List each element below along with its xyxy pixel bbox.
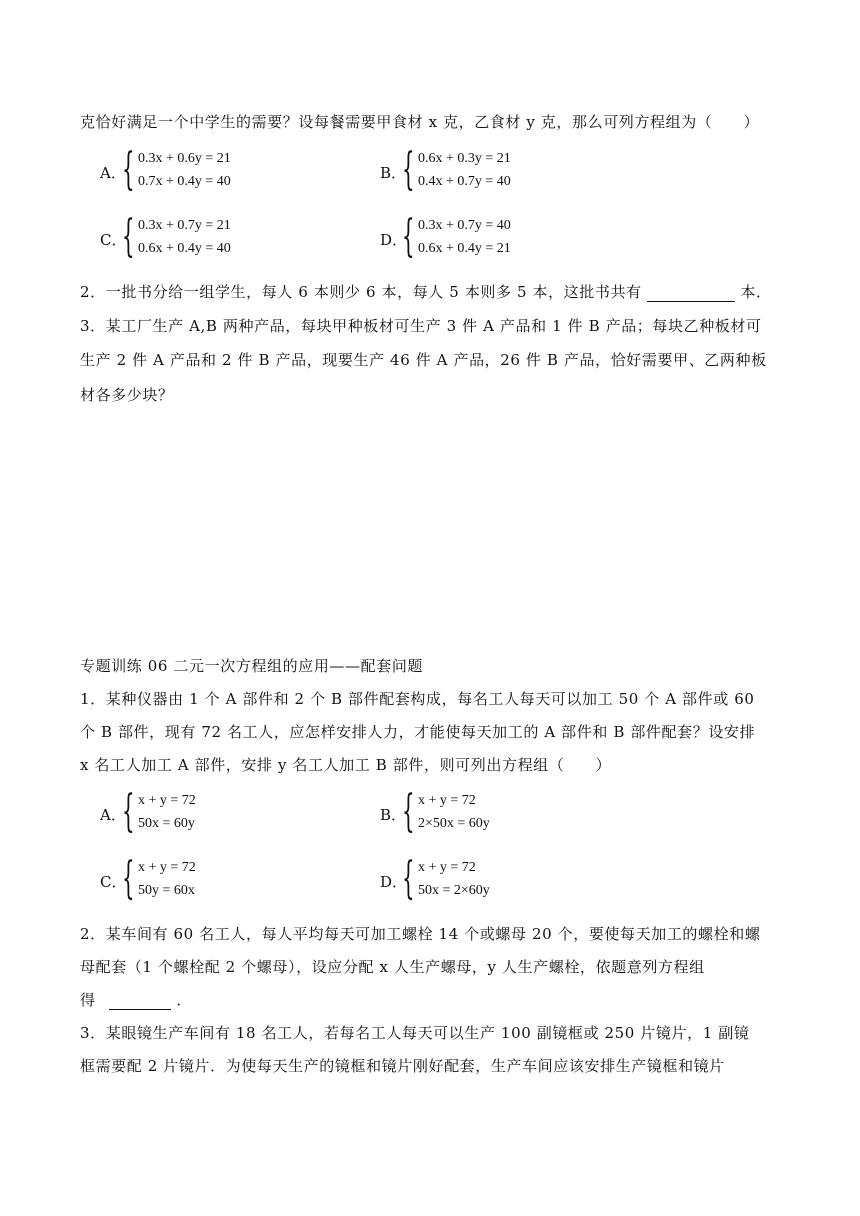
option-b [380, 786, 640, 840]
equation-1: x + y = 72 [138, 793, 196, 808]
brace-symbol: { [402, 144, 415, 195]
option-b [380, 144, 640, 198]
brace-symbol: { [122, 211, 135, 262]
question-2 [80, 281, 772, 302]
equation-2: 50y = 60x [138, 883, 195, 898]
equation-2: 0.6x + 0.4y = 40 [138, 241, 231, 256]
section-title: 专题训练 06 二元一次方程组的应用——配套问题 [80, 657, 424, 675]
s2-line-1: 2．某车间有 60 名工人，每人平均每天可加工螺栓 14 个或螺母 20 个，要使每天加工的螺栓和螺 [80, 925, 761, 943]
equation-1: x + y = 72 [418, 860, 476, 875]
s2-line-3-text: 得 [80, 991, 96, 1009]
brace-symbol: { [122, 144, 135, 195]
option-label: A． [100, 164, 126, 182]
option-a [100, 144, 360, 198]
brace-symbol: { [402, 786, 415, 837]
s3-line-1: 3．某眼镜生产车间有 18 名工人，若每名工人每天可以生产 100 副镜框或 250 片镜片，1 副镜 [80, 1024, 750, 1042]
brace-symbol: { [122, 853, 135, 904]
option-label: D． [380, 231, 408, 249]
equation-1: 0.3x + 0.6y = 21 [138, 151, 231, 166]
question-3-line-1: 3．某工厂生产 A,B 两种产品，每块甲种板材可生产 3 件 A 产品和 1 件 B 产品；每块乙种板材可 [80, 317, 762, 335]
question-3-line-2: 生产 2 件 A 产品和 2 件 B 产品，现要生产 46 件 A 产品，26 件 B 产品，恰好需要甲、乙两种板 [80, 351, 767, 369]
option-label: D． [380, 873, 408, 891]
option-label: B． [380, 164, 407, 182]
equation-1: x + y = 72 [138, 860, 196, 875]
equation-2: 0.7x + 0.4y = 40 [138, 174, 231, 189]
answer-blank[interactable] [647, 283, 735, 302]
question-intro: 克恰好满足一个中学生的需要？设每餐需要甲食材 x 克，乙食材 y 克，那么可列方程组为（ ） [80, 113, 760, 131]
option-c [100, 211, 360, 265]
equation-1: 0.6x + 0.3y = 21 [418, 151, 511, 166]
question-2-unit: 本． [740, 283, 772, 301]
option-c [100, 853, 360, 907]
brace-symbol: { [122, 786, 135, 837]
s1-line-3: x 名工人加工 A 部件，安排 y 名工人加工 B 部件，则可列出方程组（ ） [80, 756, 612, 774]
option-label: C． [100, 873, 127, 891]
brace-symbol: { [402, 211, 415, 262]
question-3-line-3: 材各多少块？ [80, 386, 174, 404]
s2-line-3 [80, 989, 192, 1010]
answer-blank[interactable] [109, 991, 171, 1010]
equation-1: x + y = 72 [418, 793, 476, 808]
option-label: C． [100, 231, 127, 249]
equation-1: 0.3x + 0.7y = 21 [138, 218, 231, 233]
s2-line-3-end: ． [176, 991, 192, 1009]
equation-2: 50x = 2×60y [418, 883, 490, 898]
equation-2: 0.4x + 0.7y = 40 [418, 174, 511, 189]
s3-line-2: 框需要配 2 片镜片．为使每天生产的镜框和镜片刚好配套，生产车间应该安排生产镜框和镜片 [80, 1057, 725, 1075]
s1-line-2: 个 B 部件，现有 72 名工人，应怎样安排人力，才能使每天加工的 A 部件和 B 部件配套？设安排 [80, 723, 756, 741]
s1-line-1: 1．某种仪器由 1 个 A 部件和 2 个 B 部件配套构成，每名工人每天可以加工 50 个 A 部件或 60 [80, 690, 755, 708]
brace-symbol: { [402, 853, 415, 904]
equation-2: 2×50x = 60y [418, 816, 490, 831]
equation-2: 50x = 60y [138, 816, 195, 831]
option-a [100, 786, 360, 840]
equation-1: 0.3x + 0.7y = 40 [418, 218, 511, 233]
option-d [380, 211, 640, 265]
option-d [380, 853, 640, 907]
question-2-text: 2．一批书分给一组学生，每人 6 本则少 6 本，每人 5 本则多 5 本，这批书共有 [80, 283, 642, 301]
option-label: B． [380, 806, 407, 824]
equation-2: 0.6x + 0.4y = 21 [418, 241, 511, 256]
option-label: A． [100, 806, 126, 824]
s2-line-2: 母配套（1 个螺栓配 2 个螺母），设应分配 x 人生产螺母，y 人生产螺栓，依题意列方程组 [80, 958, 705, 976]
